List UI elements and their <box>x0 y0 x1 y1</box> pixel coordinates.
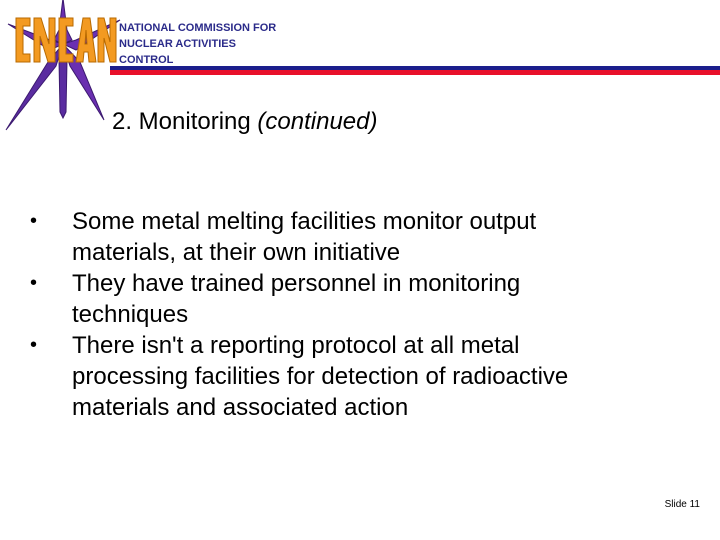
header-bar-red-stripe <box>110 70 720 75</box>
slide-title <box>112 108 377 136</box>
bullet-item <box>30 268 670 330</box>
bullet-item <box>30 330 670 423</box>
header-divider-bar <box>110 66 720 75</box>
bullet-text-line: materials and associated action <box>72 394 409 421</box>
slide-number: Slide 11 <box>664 499 700 510</box>
logo-lettering <box>16 18 116 62</box>
org-name-line-2: NUCLEAR ACTIVITIES <box>119 38 236 50</box>
bullet-dot: • <box>30 210 38 232</box>
cncan-logo <box>0 0 125 135</box>
bullet-text-line: They have trained personnel in monitoring <box>72 270 521 297</box>
bullet-dot: • <box>30 272 38 294</box>
slide-title-continued: (continued) <box>257 108 378 135</box>
bullet-text-line: Some metal melting facilities monitor output <box>72 208 537 235</box>
bullet-dot: • <box>30 334 38 356</box>
org-name-line-1: NATIONAL COMMISSION FOR <box>119 22 277 34</box>
bullet-text-line: materials, at their own initiative <box>72 239 401 266</box>
bullet-text-line: techniques <box>72 301 189 328</box>
organization-name <box>119 20 319 68</box>
bullet-text-line: There isn't a reporting protocol at all metal <box>72 332 520 359</box>
bullet-item <box>30 206 670 268</box>
org-name-line-3: CONTROL <box>119 54 174 66</box>
slide-title-main: 2. Monitoring <box>112 108 258 135</box>
bullet-text-line: processing facilities for detection of radioactive <box>72 363 569 390</box>
bullet-list <box>30 206 670 423</box>
